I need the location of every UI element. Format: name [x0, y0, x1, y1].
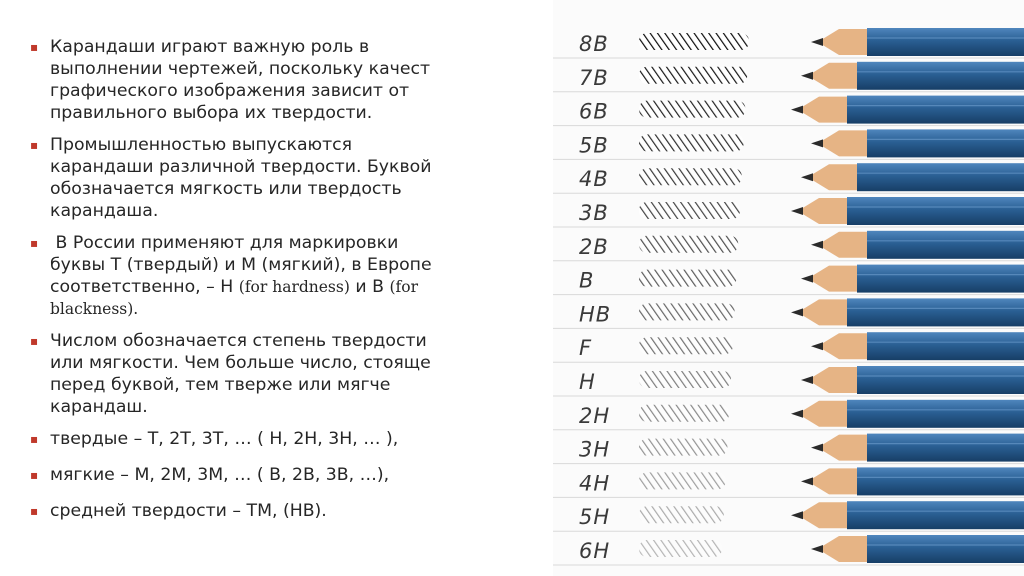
grade-label: 8B: [579, 32, 609, 56]
grade-label: B: [579, 268, 595, 293]
graphite-swatch: [639, 67, 747, 84]
bullet-line: правильного выбора их твердости.: [50, 103, 373, 123]
text-column: [30, 36, 498, 532]
grade-label: 6H: [579, 539, 611, 563]
grade-label: 5H: [579, 505, 611, 530]
bullet-line: ▪ Числом обозначается степень твердости: [50, 331, 427, 351]
pencil-body: [867, 231, 1024, 259]
text-run: соответственно, – Н: [50, 277, 239, 297]
bullet-line: ▪ мягкие – М, 2М, 3М, … ( В, 2В, 3В, …),: [50, 465, 390, 485]
graphite-swatch: [639, 540, 722, 557]
pencil-grades-illustration: [553, 0, 1024, 576]
bullet-line: карандаши различной твердости. Буквой: [50, 157, 432, 177]
bullet-line: или мягкости. Чем больше число, стояще: [50, 353, 431, 373]
text-run: и В: [349, 277, 390, 297]
pencil-body: [857, 467, 1024, 495]
grade-label: 2B: [579, 234, 609, 259]
bullet-line: перед буквой, тем тверже или мягче: [50, 375, 391, 395]
bullet-list: [30, 36, 498, 522]
grade-label: 3B: [579, 201, 609, 225]
pencil-body: [847, 501, 1024, 529]
bullet-line: буквы Т (твердый) и М (мягкий), в Европе: [50, 255, 432, 275]
bullet-soft: [30, 464, 498, 486]
graphite-swatch: [639, 506, 724, 523]
pencil-body: [857, 265, 1024, 293]
graphite-swatch: [639, 101, 745, 118]
grade-label: 2H: [579, 403, 611, 428]
pencil-body: [867, 28, 1024, 56]
bullet-line: карандаш.: [50, 397, 148, 417]
graphite-swatch: [639, 236, 738, 253]
grade-label: 5B: [579, 133, 609, 158]
pencil-body: [857, 366, 1024, 394]
grade-label: 6B: [579, 99, 609, 124]
grade-label: 4B: [579, 167, 609, 192]
pencil-body: [867, 535, 1024, 563]
grade-label: HB: [579, 302, 612, 327]
grade-label: 4H: [579, 471, 611, 496]
bullet-line: ▪ Карандаши играют важную роль в: [50, 37, 370, 57]
graphite-swatch: [639, 439, 727, 456]
graphite-swatch: [639, 371, 731, 388]
bullet-line: обозначается мягкость или твердость: [50, 179, 402, 199]
bullet-line: выполнении чертежей, поскольку качест: [50, 59, 431, 79]
grade-label: 3H: [579, 437, 611, 462]
bullet-line: ▪ В России применяют для маркировки: [50, 233, 399, 253]
bullet-line: ▪ Промышленностью выпускаются: [50, 135, 353, 155]
grade-label: 7B: [579, 65, 609, 90]
bullet-hard: [30, 428, 498, 450]
pencil-grades-photo: [553, 0, 1024, 576]
graphite-swatch: [639, 202, 740, 219]
bullet-number-degree: [30, 330, 498, 418]
pencil-body: [857, 163, 1024, 191]
graphite-swatch: [639, 337, 733, 354]
bullet-line: карандаша.: [50, 201, 159, 221]
pencil-body: [857, 62, 1024, 90]
graphite-swatch: [639, 472, 726, 489]
pencil-body: [867, 129, 1024, 157]
latin-term: (for: [389, 278, 418, 296]
graphite-swatch: [639, 134, 744, 151]
pencil-body: [847, 400, 1024, 428]
graphite-swatch: [639, 270, 736, 287]
bullet-line: графического изображения зависит от: [50, 81, 410, 101]
bullet-line: ▪ средней твердости – ТМ, (НВ).: [50, 501, 327, 521]
pencil-body: [847, 298, 1024, 326]
bullet-medium: [30, 500, 498, 522]
grade-label: F: [579, 336, 593, 361]
pencil-body: [847, 96, 1024, 124]
bullet-pencils-importance: [30, 36, 498, 124]
pencil-body: [867, 332, 1024, 360]
graphite-swatch: [639, 303, 735, 320]
latin-term: (for hardness): [238, 278, 350, 296]
bullet-marking-letters: [30, 232, 498, 320]
graphite-swatch: [639, 405, 729, 422]
graphite-swatch: [639, 168, 742, 185]
pencil-body: [867, 434, 1024, 462]
bullet-line: ▪ твердые – Т, 2Т, 3Т, … ( Н, 2Н, 3Н, … ),: [50, 429, 399, 449]
grade-label: H: [579, 370, 596, 394]
pencil-body: [847, 197, 1024, 225]
bullet-line: [50, 276, 498, 298]
bullet-line: blackness).: [50, 300, 139, 318]
bullet-industry-hardness: [30, 134, 498, 222]
graphite-swatch: [639, 33, 749, 50]
